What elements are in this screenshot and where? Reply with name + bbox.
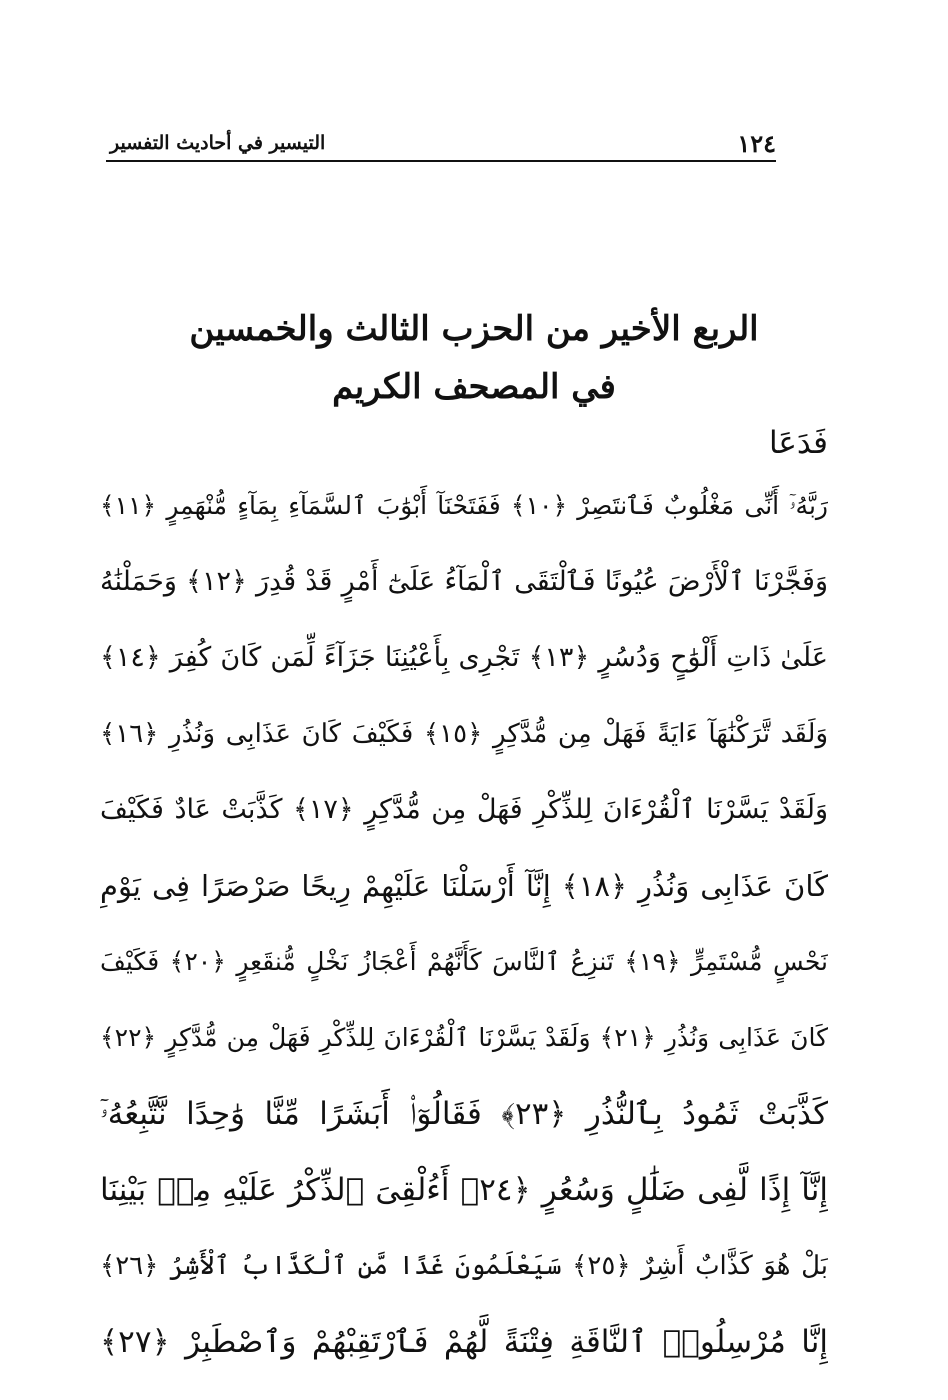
verse-line: كَذَّبَتْ ثَمُودُ بِٱلنُّذُرِ ﴿٢٣﴾ فَقَالُوٓا۟ أَبَشَرًا مِّنَّا وَٰحِدًا نَّتَّبِعُهُۥٓ [100, 1096, 828, 1132]
verse-line: عَلَىٰ ذَاتِ أَلْوَٰحٍ وَدُسُرٍ ﴿١٣﴾ تَجْرِى بِأَعْيُنِنَا جَزَآءً لِّمَن كَانَ كُفِرَ ﴿١٤﴾ [100, 642, 828, 673]
section-title [120, 300, 828, 416]
quran-verses [100, 418, 828, 1380]
running-header [110, 126, 776, 160]
verse-line: نَحْسٍ مُّسْتَمِرٍّ ﴿١٩﴾ تَنزِعُ ٱلنَّاسَ كَأَنَّهُمْ أَعْجَازُ نَخْلٍ مُّنقَعِرٍ ﴿٢٠﴾ فَكَيْفَ [100, 947, 828, 976]
verse-line: وَلَقَد تَّرَكْنَٰهَآ ءَايَةً فَهَلْ مِن مُّدَّكِرٍ ﴿١٥﴾ فَكَيْفَ كَانَ عَذَابِى وَنُذُرِ ﴿١٦﴾ [100, 719, 828, 749]
verse-line: فَدَعَا [768, 425, 828, 461]
verse-line: كَانَ عَذَابِى وَنُذُرِ ﴿١٨﴾ إِنَّآ أَرْسَلْنَا عَلَيْهِمْ رِيحًا صَرْصَرًا فِى يَوْمِ [100, 869, 828, 903]
verse-line: إِنَّآ إِذًا لَّفِى ضَلَٰلٍ وَسُعُرٍ ﴿٢٤﴾ أَءُلْقِىَ ٱلذِّكْرُ عَلَيْهِ مِنۢ بَيْنِنَا [100, 1172, 828, 1208]
page-number: ١٢٤ [737, 128, 776, 158]
book-title: التيسير في أحاديث التفسير [110, 132, 326, 154]
verse-line: بَلْ هُوَ كَذَّابٌ أَشِرٌ ﴿٢٥﴾ سَيَعْلَمُونَ غَدًا مَّنِ ٱلْكَذَّابُ ٱلْأَشِرُ ﴿٢٦﴾ [100, 1251, 828, 1281]
verse-line: كَانَ عَذَابِى وَنُذُرِ ﴿٢١﴾ وَلَقَدْ يَسَّرْنَا ٱلْقُرْءَانَ لِلذِّكْرِ فَهَلْ مِن مُّدَّكِرٍ ﴿٢٢﴾ [100, 1023, 828, 1052]
verse-line: رَبَّهُۥٓ أَنِّى مَغْلُوبٌ فَٱنتَصِرْ ﴿١٠﴾ فَفَتَحْنَآ أَبْوَٰبَ ٱلسَّمَآءِ بِمَآءٍ مُّنْهَمِرٍ ﴿١١﴾ [100, 491, 828, 520]
section-title-line-1: الربع الأخير من الحزب الثالث والخمسين [189, 309, 759, 349]
verse-line: إِنَّا مُرْسِلُوا۟ ٱلنَّاقَةِ فِتْنَةً لَّهُمْ فَٱرْتَقِبْهُمْ وَٱصْطَبِرْ ﴿٢٧﴾ [100, 1324, 828, 1360]
verse-line: وَلَقَدْ يَسَّرْنَا ٱلْقُرْءَانَ لِلذِّكْرِ فَهَلْ مِن مُّدَّكِرٍ ﴿١٧﴾ كَذَّبَتْ عَادٌ فَكَيْفَ [100, 794, 828, 825]
section-title-line-2: في المصحف الكريم [332, 367, 616, 407]
header-divider [106, 160, 776, 162]
verse-line: وَفَجَّرْنَا ٱلْأَرْضَ عُيُونًا فَٱلْتَقَى ٱلْمَآءُ عَلَىٰٓ أَمْرٍ قَدْ قُدِرَ ﴿١٢﴾ وَحَمَلْنَٰهُ [100, 566, 828, 597]
